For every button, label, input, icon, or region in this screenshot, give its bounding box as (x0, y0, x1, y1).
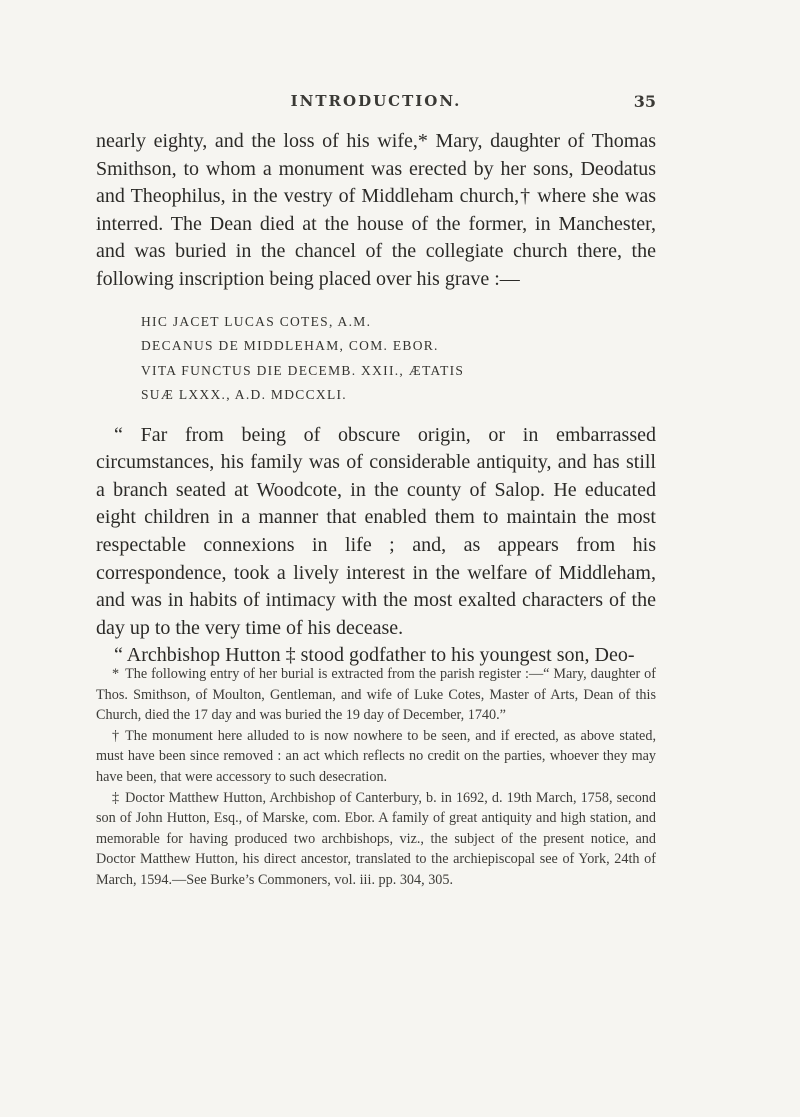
footnote-mark: * (112, 666, 120, 682)
footnote-text: The following entry of her burial is extracted from the parish register :—“ Mary, daughter of Thos. Smithson, of Moulton, Gentleman, and wife of Luke Cotes, Master of Arts, Dean of this Church, died the 17 day and was buried the 19 day of December, 1740.” (96, 666, 656, 724)
inscription-line: HIC JACET LUCAS COTES, A.M. (141, 313, 372, 329)
inscription-line: DECANUS DE MIDDLEHAM, COM. EBOR. (141, 338, 439, 354)
footnotes (96, 664, 656, 891)
page-number: 35 (633, 92, 656, 111)
footnote (96, 788, 656, 891)
epitaph-inscription (96, 310, 656, 408)
paragraph: “ Archbishop Hutton ‡ stood godfather to his youngest son, Deo- (114, 644, 635, 667)
paragraph: nearly eighty, and the loss of his wife,* Mary, daughter of Thomas Smithson, to whom a monument was erected by her sons, Deodatus and Theophilus, in the vestry of Middleham church,† where she was interred. The Dean died at the house of the former, in Manchester, and was buried in the chancel of the collegiate church there, the following inscription being placed over his grave :— (96, 130, 656, 290)
footnote-text: The monument here alluded to is now nowhere to be seen, and if erected, as above stated, must have been since removed : an act which reflects no credit on the parties, whoever they may have been, that were accessory to such desecration. (96, 727, 656, 785)
running-title: INTRODUCTION. (290, 92, 462, 110)
inscription-line: VITA FUNCTUS DIE DECEMB. XXII., ÆTATIS (141, 362, 465, 378)
running-head (96, 92, 656, 114)
footnote-mark: ‡ (112, 789, 120, 806)
footnote (96, 664, 656, 726)
footnote-text: Doctor Matthew Hutton, Archbishop of Canterbury, b. in 1692, d. 19th March, 1758, second son of John Hutton, Esq., of Marske, com. Ebor. A family of great antiquity and high station, and memorable for having produced two archbishops, viz., the subject of the present notice, and Doctor Matthew Hutton, his direct ancestor, translated to the archiepiscopal see of York, 24th of March, 1594.—See Burke’s Commoners, vol. iii. pp. 304, 305. (96, 789, 656, 888)
footnote-mark: † (112, 727, 120, 744)
inscription-line: SUÆ LXXX., A.D. MDCCXLI. (141, 387, 347, 403)
paragraph: “ Far from being of obscure origin, or in embarrassed circumstances, his family was of considerable antiquity, and has still a branch seated at Woodcote, in the county of Salop. He educated eight children in a manner that enabled them to maintain the most respectable connexions in life ; and, as appears from his correspondence, took a lively interest in the welfare of Middleham, and was in habits of intimacy with the most exalted characters of the day up to the very time of his decease. (96, 423, 656, 639)
main-text (96, 128, 656, 670)
footnote (96, 726, 656, 788)
